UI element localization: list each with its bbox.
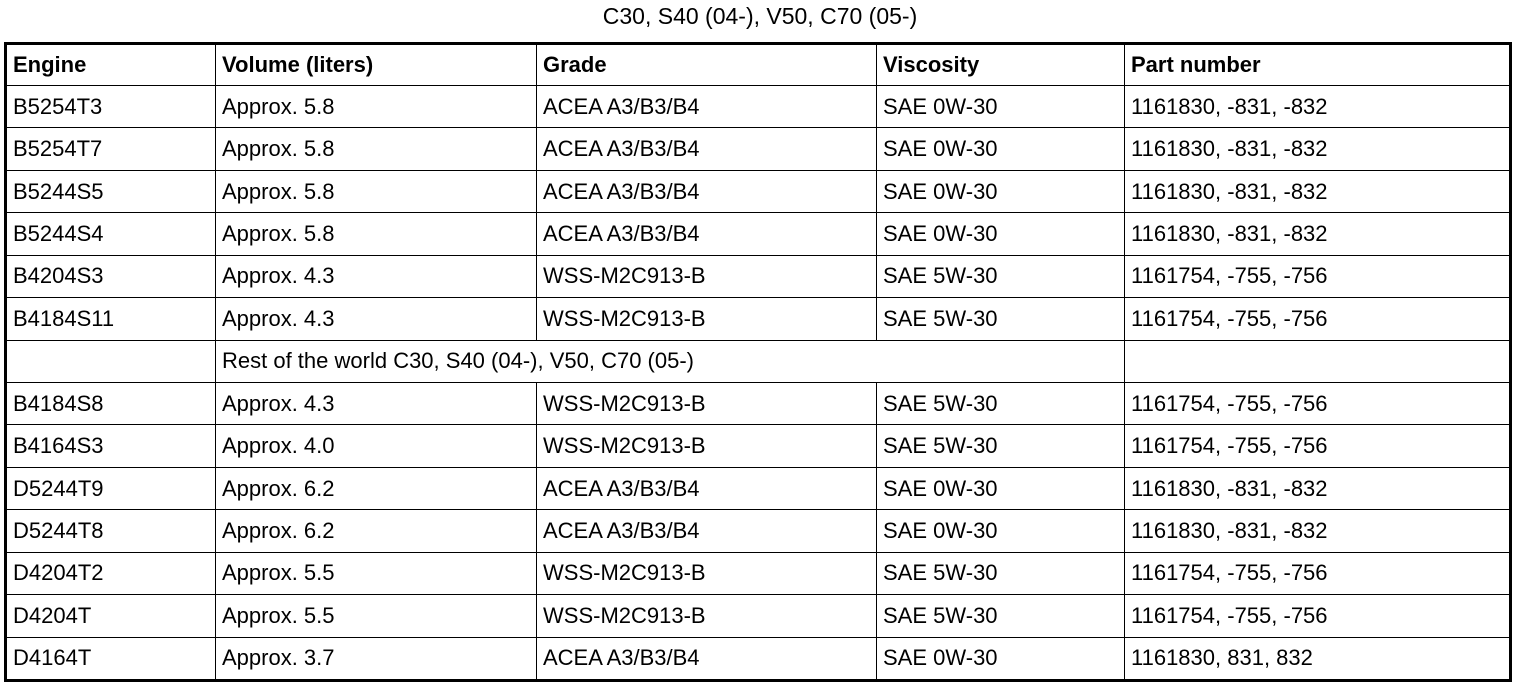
cell-volume: Approx. 5.5 <box>216 595 537 637</box>
table-row <box>6 467 1511 509</box>
cell-grade: ACEA A3/B3/B4 <box>537 637 877 681</box>
cell-viscosity: SAE 0W-30 <box>877 213 1125 255</box>
cell-engine: D4204T2 <box>6 552 216 594</box>
section-empty-cell <box>6 340 216 382</box>
cell-grade: ACEA A3/B3/B4 <box>537 213 877 255</box>
cell-part-number: 1161830, -831, -832 <box>1125 86 1511 128</box>
table-row <box>6 595 1511 637</box>
cell-engine: D4204T <box>6 595 216 637</box>
cell-volume: Approx. 3.7 <box>216 637 537 681</box>
cell-grade: ACEA A3/B3/B4 <box>537 128 877 170</box>
cell-part-number: 1161754, -755, -756 <box>1125 298 1511 340</box>
cell-part-number: 1161754, -755, -756 <box>1125 595 1511 637</box>
section-label: Rest of the world C30, S40 (04-), V50, C70 (05-) <box>216 340 1125 382</box>
cell-volume: Approx. 5.8 <box>216 170 537 212</box>
cell-grade: WSS-M2C913-B <box>537 552 877 594</box>
header-engine: Engine <box>6 44 216 86</box>
cell-grade: WSS-M2C913-B <box>537 425 877 467</box>
table-row <box>6 255 1511 297</box>
cell-volume: Approx. 4.3 <box>216 255 537 297</box>
table-row <box>6 86 1511 128</box>
header-part-number: Part number <box>1125 44 1511 86</box>
cell-part-number: 1161754, -755, -756 <box>1125 425 1511 467</box>
cell-part-number: 1161830, -831, -832 <box>1125 467 1511 509</box>
header-row <box>6 44 1511 86</box>
table-row <box>6 637 1511 681</box>
cell-grade: ACEA A3/B3/B4 <box>537 170 877 212</box>
table-row <box>6 128 1511 170</box>
cell-engine: B5254T7 <box>6 128 216 170</box>
cell-part-number: 1161754, -755, -756 <box>1125 382 1511 424</box>
cell-volume: Approx. 5.5 <box>216 552 537 594</box>
cell-grade: ACEA A3/B3/B4 <box>537 86 877 128</box>
cell-grade: WSS-M2C913-B <box>537 255 877 297</box>
header-viscosity: Viscosity <box>877 44 1125 86</box>
cell-part-number: 1161830, -831, -832 <box>1125 510 1511 552</box>
header-volume: Volume (liters) <box>216 44 537 86</box>
cell-engine: B5244S4 <box>6 213 216 255</box>
cell-viscosity: SAE 0W-30 <box>877 637 1125 681</box>
section-row <box>6 340 1511 382</box>
cell-volume: Approx. 5.8 <box>216 128 537 170</box>
cell-part-number: 1161830, -831, -832 <box>1125 213 1511 255</box>
group-2-rows <box>6 382 1511 680</box>
table-row <box>6 552 1511 594</box>
table-row <box>6 425 1511 467</box>
table-row <box>6 382 1511 424</box>
cell-volume: Approx. 4.3 <box>216 382 537 424</box>
cell-viscosity: SAE 0W-30 <box>877 170 1125 212</box>
group-1-rows <box>6 86 1511 341</box>
cell-viscosity: SAE 5W-30 <box>877 552 1125 594</box>
cell-grade: WSS-M2C913-B <box>537 382 877 424</box>
cell-viscosity: SAE 0W-30 <box>877 467 1125 509</box>
cell-part-number: 1161754, -755, -756 <box>1125 552 1511 594</box>
cell-part-number: 1161754, -755, -756 <box>1125 255 1511 297</box>
cell-volume: Approx. 4.0 <box>216 425 537 467</box>
cell-engine: B5244S5 <box>6 170 216 212</box>
cell-grade: WSS-M2C913-B <box>537 595 877 637</box>
header-grade: Grade <box>537 44 877 86</box>
cell-viscosity: SAE 5W-30 <box>877 255 1125 297</box>
cell-grade: ACEA A3/B3/B4 <box>537 510 877 552</box>
cell-volume: Approx. 4.3 <box>216 298 537 340</box>
section-divider <box>6 340 1511 382</box>
cell-engine: B4184S8 <box>6 382 216 424</box>
cell-engine: B4204S3 <box>6 255 216 297</box>
table-row <box>6 170 1511 212</box>
cell-part-number: 1161830, 831, 832 <box>1125 637 1511 681</box>
cell-part-number: 1161830, -831, -832 <box>1125 128 1511 170</box>
cell-volume: Approx. 6.2 <box>216 510 537 552</box>
cell-engine: D4164T <box>6 637 216 681</box>
table-caption: C30, S40 (04-), V50, C70 (05-) <box>602 3 918 29</box>
table-row <box>6 298 1511 340</box>
cell-viscosity: SAE 5W-30 <box>877 425 1125 467</box>
cell-engine: B4184S11 <box>6 298 216 340</box>
cell-engine: B4164S3 <box>6 425 216 467</box>
cell-viscosity: SAE 5W-30 <box>877 382 1125 424</box>
cell-engine: B5254T3 <box>6 86 216 128</box>
cell-grade: ACEA A3/B3/B4 <box>537 467 877 509</box>
cell-volume: Approx. 5.8 <box>216 86 537 128</box>
cell-engine: D5244T9 <box>6 467 216 509</box>
table-row <box>6 510 1511 552</box>
section-empty-cell <box>1125 340 1511 382</box>
cell-viscosity: SAE 5W-30 <box>877 595 1125 637</box>
cell-volume: Approx. 5.8 <box>216 213 537 255</box>
cell-viscosity: SAE 5W-30 <box>877 298 1125 340</box>
cell-grade: WSS-M2C913-B <box>537 298 877 340</box>
engine-oil-table <box>4 42 1512 682</box>
cell-viscosity: SAE 0W-30 <box>877 128 1125 170</box>
cell-viscosity: SAE 0W-30 <box>877 510 1125 552</box>
cell-part-number: 1161830, -831, -832 <box>1125 170 1511 212</box>
cell-volume: Approx. 6.2 <box>216 467 537 509</box>
cell-engine: D5244T8 <box>6 510 216 552</box>
cell-viscosity: SAE 0W-30 <box>877 86 1125 128</box>
table-row <box>6 213 1511 255</box>
